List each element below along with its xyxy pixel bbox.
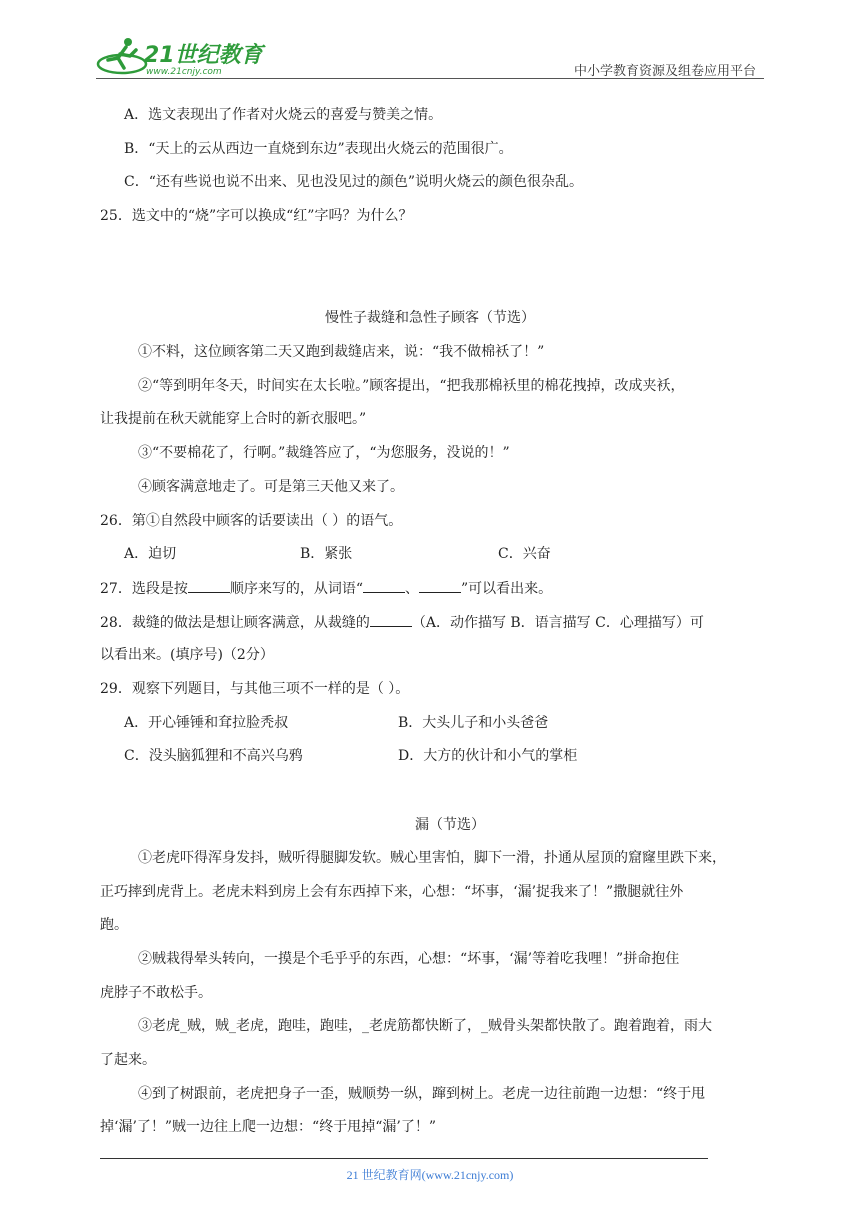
passage-3-p2a: ②贼栽得晕头转向，一摸是个毛乎乎的东西，心想：“坏事，‘漏’等着吃我哩！”拼命抱住 (138, 951, 680, 967)
q29-option-d: D．大方的伙计和小气的掌柜 (398, 748, 578, 764)
question-25: 25．选文中的“烧”字可以换成“红”字吗？为什么？ (100, 208, 413, 224)
passage-2-p4: ④顾客满意地走了。可是第三天他又来了。 (138, 479, 404, 495)
platform-name: 中小学教育资源及组卷应用平台 (573, 64, 756, 79)
passage-2-p1: ①不料，这位顾客第二天又跑到裁缝店来，说：“我不做棉袄了！” (138, 344, 545, 360)
option-c: C．“还有些说也说不出来、见也没见过的颜色”说明火烧云的颜色很杂乱。 (124, 174, 584, 190)
svg-text:www.21cnjy.com: www.21cnjy.com (146, 67, 222, 77)
answer-blank[interactable] (188, 578, 230, 593)
q26-option-c: C．兴奋 (498, 546, 551, 562)
passage-2-title: 慢性子裁缝和急性子顾客（节选） (325, 310, 535, 326)
option-b: B．“天上的云从西边一直烧到东边”表现出火烧云的范围很广。 (124, 141, 513, 157)
runner-logo-icon (96, 34, 266, 80)
footer-divider (100, 1158, 708, 1159)
passage-3-p3a: ③老虎_贼，贼_老虎，跑哇，跑哇，_老虎筋都快断了，_贼骨头架都快散了。跑着跑着，雨大 (138, 1018, 712, 1034)
passage-2-p3: ③“不要棉花了，行啊。”裁缝答应了，“为您服务，没说的！” (138, 445, 510, 461)
question-28: 28．裁缝的做法是想让顾客满意，从裁缝的 （A．动作描写 B．语言描写 C．心理描写）可 (100, 612, 704, 633)
site-logo (96, 34, 266, 80)
footer-link[interactable]: 21 世纪教育网(www.21cnjy.com) (346, 1168, 514, 1182)
answer-blank[interactable] (370, 612, 412, 627)
question-27: 27．选段是按 顺序来写的，从词语“ 、 ”可以看出来。 (100, 578, 552, 599)
option-a: A．选文表现出了作者对火烧云的喜爱与赞美之情。 (124, 107, 443, 123)
passage-2-p2a: ②“等到明年冬天，时间实在太长啦。”顾客提出，“把我那棉袄里的棉花拽掉，改成夹袄， (138, 378, 685, 394)
passage-2-p2b: 让我提前在秋天就能穿上合时的新衣服吧。” (100, 411, 367, 427)
passage-3-p4b: 掉‘漏’了！”贼一边往上爬一边想：“终于甩掉“漏’了！” (100, 1119, 436, 1135)
passage-3-p1b: 正巧摔到虎背上。老虎未料到房上会有东西掉下来，心想：“坏事，‘漏’捉我来了！”撒腿就往外 (100, 884, 684, 900)
question-29: 29．观察下列题目，与其他三项不一样的是（ ）。 (100, 681, 410, 697)
passage-3-title: 漏（节选） (415, 817, 485, 833)
q29-option-c: C．没头脑狐狸和不高兴乌鸦 (124, 748, 303, 764)
passage-3-p2b: 虎脖子不敢松手。 (100, 985, 212, 1001)
passage-3-p1a: ①老虎吓得浑身发抖，贼听得腿脚发软。贼心里害怕，脚下一滑，扑通从屋顶的窟窿里跌下来， (138, 850, 726, 866)
answer-blank[interactable] (419, 578, 461, 593)
q29-option-a: A．开心锤锤和耷拉脸秃叔 (124, 715, 289, 731)
passage-3-p4a: ④到了树跟前，老虎把身子一歪，贼顺势一纵，蹿到树上。老虎一边往前跑一边想：“终于甩 (138, 1086, 706, 1102)
q26-option-b: B．紧张 (300, 546, 353, 562)
q29-option-b: B．大头儿子和小头爸爸 (398, 715, 549, 731)
svg-text:21世纪教育: 21世纪教育 (144, 43, 263, 68)
q26-option-a: A．迫切 (124, 546, 177, 562)
question-26: 26．第①自然段中顾客的话要读出（ ）的语气。 (100, 513, 403, 529)
passage-3-p1c: 跑。 (100, 917, 128, 933)
question-28-cont: 以看出来。(填序号)（2分） (100, 647, 274, 663)
answer-blank[interactable] (363, 578, 405, 593)
passage-3-p3b: 了起来。 (100, 1052, 156, 1068)
header-divider (96, 78, 764, 79)
